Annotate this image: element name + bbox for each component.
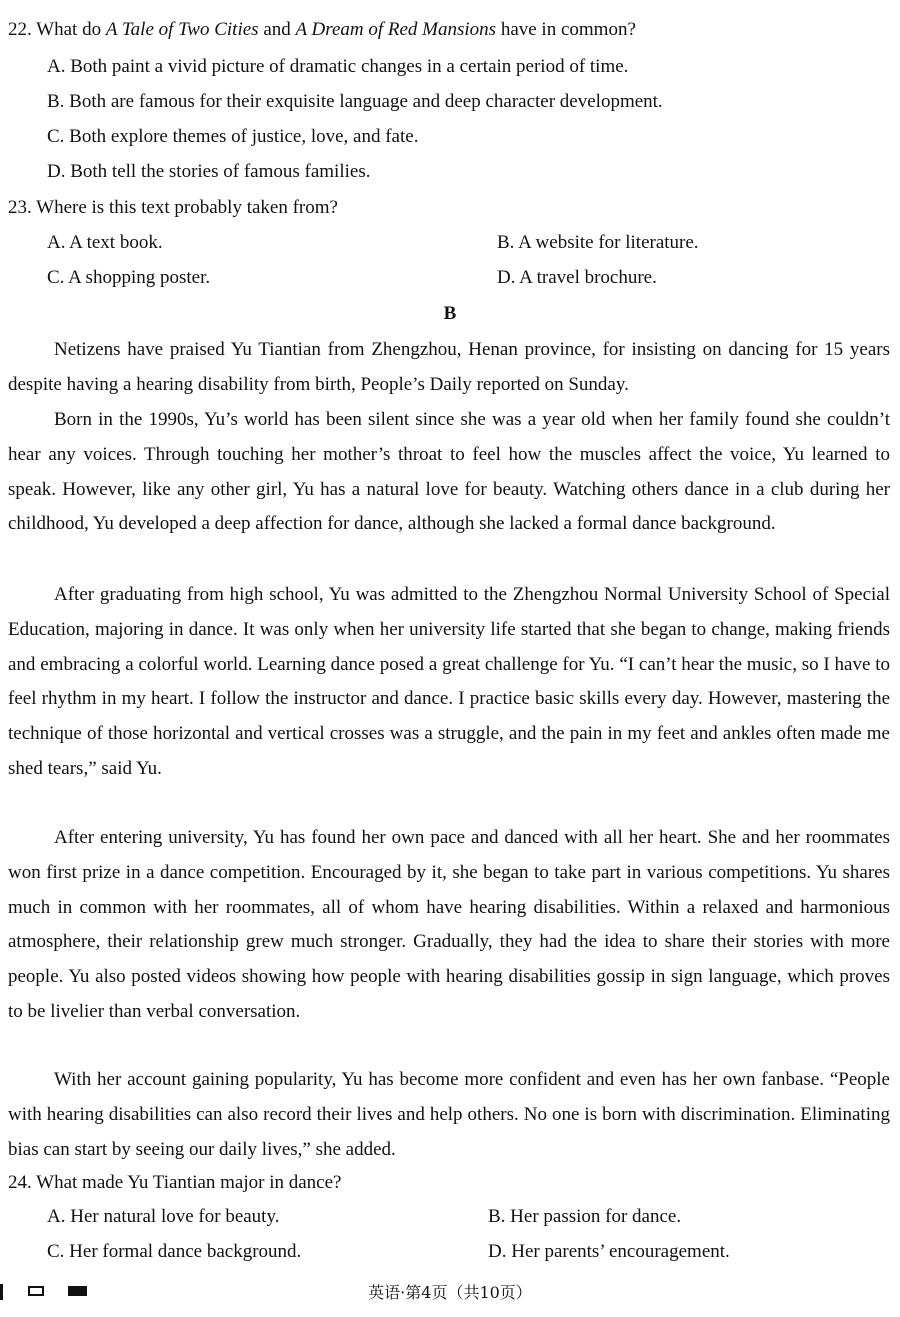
question-23-option-d: D. A travel brochure. bbox=[497, 267, 657, 288]
question-23-option-c: C. A shopping poster. bbox=[47, 267, 211, 288]
question-22-option-b: B. Both are famous for their exquisite language and deep character development. bbox=[47, 91, 663, 112]
question-22-text-post: have in common? bbox=[500, 19, 636, 40]
question-24-option-b: B. Her passion for dance. bbox=[488, 1206, 682, 1227]
question-23-option-b: B. A website for literature. bbox=[497, 232, 699, 253]
question-23-stem: 23. Where is this text probably taken from? bbox=[8, 197, 338, 218]
question-22-stem bbox=[8, 18, 636, 42]
question-22-text-and: and bbox=[263, 19, 291, 40]
question-24-stem: 24. What made Yu Tiantian major in dance? bbox=[8, 1172, 342, 1193]
question-22-option-d: D. Both tell the stories of famous families. bbox=[47, 161, 371, 182]
passage-paragraph-4: After entering university, Yu has found her own pace and danced with all her heart. She and her roommates won first prize in a dance competition. Encouraged by it, she began to take part in various competitions. Yu shares much in common with her roommates, all of whom have hearing disabilities. Within a relaxed and harmonious atmosphere, their relationship grew much stronger. Gradually, they had the idea to share their stories with more people. Yu also posted videos showing how people with hearing disabilities gossip in sign language, which proves to be livelier than verbal conversation. bbox=[8, 827, 890, 1022]
section-b-title: B bbox=[443, 303, 457, 324]
question-24-option-c: C. Her formal dance background. bbox=[47, 1241, 302, 1262]
passage-paragraph-1: Netizens have praised Yu Tiantian from Zhengzhou, Henan province, for insisting on dancing for 15 years despite having a hearing disability from birth, People’s Daily reported on Sunday. bbox=[8, 339, 890, 395]
question-22-title-2: A Dream of Red Mansions bbox=[295, 19, 497, 40]
question-22-text-pre: What do bbox=[36, 19, 102, 40]
question-22-option-a: A. Both paint a vivid picture of dramatic changes in a certain period of time. bbox=[47, 56, 629, 77]
question-22-title-1: A Tale of Two Cities bbox=[105, 19, 259, 40]
question-22-number: 22. bbox=[8, 19, 32, 40]
page-footer-label: 英语·第4页（共10页） bbox=[368, 1283, 532, 1302]
question-24-option-a: A. Her natural love for beauty. bbox=[47, 1206, 280, 1227]
question-22-option-c: C. Both explore themes of justice, love, and fate. bbox=[47, 126, 419, 147]
question-24-option-d: D. Her parents’ encouragement. bbox=[488, 1241, 730, 1262]
question-23-option-a: A. A text book. bbox=[47, 232, 163, 253]
passage-paragraph-5: With her account gaining popularity, Yu has become more confident and even has her own fanbase. “People with hearing disabilities can also record their lives and help others. No one is born with discrimination. Eliminating bias can start by seeing our daily lives,” she added. bbox=[8, 1069, 890, 1160]
passage-paragraph-3: After graduating from high school, Yu was admitted to the Zhengzhou Normal University School of Special Education, majoring in dance. It was only when her university life started that she began to change, making friends and embracing a colorful world. Learning dance posed a great challenge for Yu. “I can’t hear the music, so I have to feel rhythm in my heart. I follow the instructor and dance. I practice basic skills every day. However, mastering the technique of those horizontal and vertical crosses was a struggle, and the pain in my feet and ankles often made me shed tears,” said Yu. bbox=[8, 584, 890, 779]
passage-paragraph-2: Born in the 1990s, Yu’s world has been silent since she was a year old when her family found she couldn’t hear any voices. Through touching her mother’s throat to feel how the muscles affect the voice, Yu learned to speak. However, like any other girl, Yu has a natural love for beauty. Watching others dance in a club during her childhood, Yu developed a deep affection for dance, although she lacked a formal dance background. bbox=[8, 409, 890, 535]
